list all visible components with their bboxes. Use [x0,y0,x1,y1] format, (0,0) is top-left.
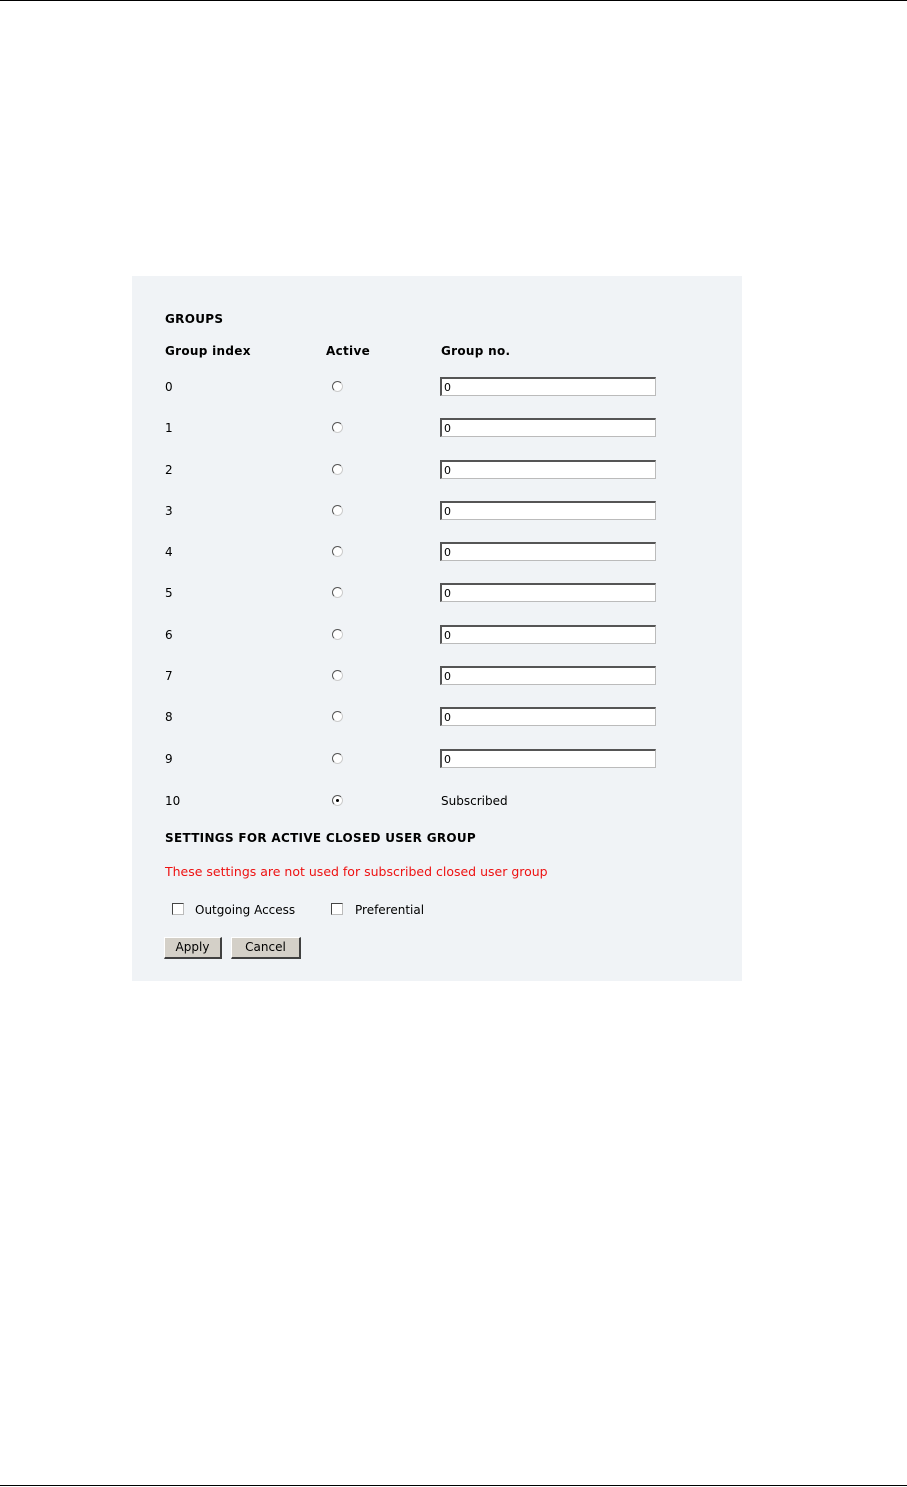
group-active-radio-8[interactable] [332,711,343,722]
subscribed-label: Subscribed [441,794,508,808]
group-index-3: 3 [165,504,173,518]
cancel-button[interactable]: Cancel [231,937,301,959]
group-active-radio-3[interactable] [332,505,343,516]
group-index-0: 0 [165,380,173,394]
group-index-7: 7 [165,669,173,683]
group-number-input-5[interactable]: 0 [440,583,656,602]
column-header-group-index: Group index [165,344,251,358]
groups-heading: GROUPS [165,312,224,326]
group-number-input-2[interactable]: 0 [440,460,656,479]
group-index-2: 2 [165,463,173,477]
group-index-8: 8 [165,710,173,724]
group-number-input-3[interactable]: 0 [440,501,656,520]
group-number-input-7[interactable]: 0 [440,666,656,685]
group-active-radio-2[interactable] [332,464,343,475]
closed-user-group-panel [132,276,742,981]
group-active-radio-0[interactable] [332,381,343,392]
group-number-input-8[interactable]: 0 [440,707,656,726]
group-active-radio-4[interactable] [332,546,343,557]
column-header-active: Active [326,344,371,358]
group-active-radio-6[interactable] [332,629,343,640]
group-index-1: 1 [165,421,173,435]
group-number-input-4[interactable]: 0 [440,542,656,561]
outgoing-access-label: Outgoing Access [195,903,296,917]
group-number-input-0[interactable]: 0 [440,377,656,396]
top-divider [0,0,907,1]
group-index-9: 9 [165,752,173,766]
group-number-input-1[interactable]: 0 [440,418,656,437]
group-active-radio-7[interactable] [332,670,343,681]
group-active-radio-5[interactable] [332,587,343,598]
group-active-radio-10[interactable] [332,795,343,806]
bottom-divider [0,1485,907,1486]
preferential-label: Preferential [355,903,425,917]
group-number-input-6[interactable]: 0 [440,625,656,644]
outgoing-access-checkbox[interactable] [172,903,184,915]
apply-button[interactable]: Apply [164,937,222,959]
group-index-10: 10 [165,794,181,808]
group-active-radio-1[interactable] [332,422,343,433]
group-index-6: 6 [165,628,173,642]
group-active-radio-9[interactable] [332,753,343,764]
group-number-input-9[interactable]: 0 [440,749,656,768]
group-index-4: 4 [165,545,173,559]
preferential-checkbox[interactable] [331,903,343,915]
column-header-group-no: Group no. [441,344,511,358]
group-index-5: 5 [165,586,173,600]
settings-heading: SETTINGS FOR ACTIVE CLOSED USER GROUP [165,831,477,845]
settings-note: These settings are not used for subscribed closed user group [165,864,548,879]
